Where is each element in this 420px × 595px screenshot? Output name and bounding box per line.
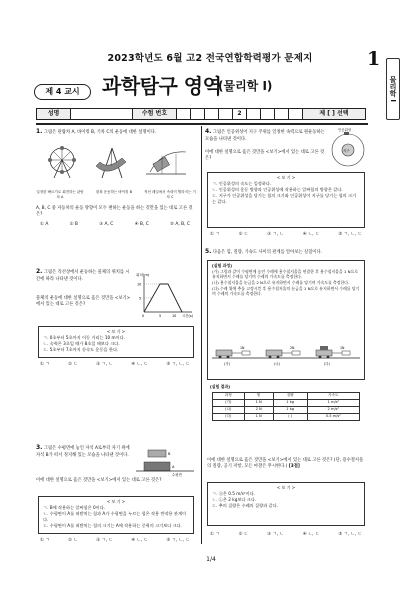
graph-ytick: 5 — [139, 296, 142, 301]
column-divider — [201, 126, 202, 544]
exam-number-box-1[interactable] — [177, 109, 191, 119]
choice-3[interactable]: ③ ㄱ, ㄴ — [267, 232, 284, 237]
choice-2[interactable]: ② ㄷ — [238, 532, 249, 537]
table-cell: ( ) — [273, 414, 307, 421]
cart-experiment-figure — [210, 340, 362, 368]
viking-ship-figure — [96, 148, 126, 178]
exam-number-label: 수험 번호 — [133, 109, 177, 119]
choice-3[interactable]: ③ A, C — [99, 222, 114, 227]
page-number: 1 — [367, 48, 381, 70]
question-5 — [205, 248, 367, 257]
box-item: ㄷ. 5초부터 7초까지 등속도 운동을 한다. — [43, 346, 119, 352]
question-stem: 그림은 수평면에 놓인 자석 A로부터 자기 위에 자석 B가 떠서 정지해 있는 모습을 나타낸 것이다. — [36, 446, 130, 458]
table-cell: 2 m/s² — [307, 407, 359, 414]
exam-header-title: 2023학년도 6월 고2 전국연합학력평가 문제지 — [107, 53, 313, 64]
question-1-captions — [36, 190, 196, 200]
question-number: 4. — [205, 128, 212, 135]
question-3-box — [38, 496, 194, 534]
graph-xtick: 0 — [142, 314, 145, 318]
question-2-choices — [40, 362, 190, 368]
label-a: (가) — [224, 362, 230, 366]
label-a: A — [172, 465, 175, 469]
table-cell: 1 N — [244, 400, 273, 407]
box-item: ㄱ. B에 작용하는 알짜힘은 0이다. — [43, 504, 106, 510]
box-item: ㄷ. 추의 질량은 수레의 질량과 같다. — [212, 502, 278, 508]
choice-4[interactable]: ④ ㄴ, ㄷ — [131, 362, 148, 367]
box-item: ㄱ. 인공위성의 속도는 일정하다. — [212, 180, 272, 186]
question-1 — [36, 128, 196, 137]
question-stem-2: A, B, C 중 자동차의 운동 방향이 모두 변하는 운동을 하는 것만을 있는 대로 고른 것은? — [36, 206, 193, 218]
period-badge: 제 4 교시 — [34, 84, 91, 100]
table-cell: (가) — [213, 400, 245, 407]
box-item: ㄴ. 수평면이 A를 떠받치는 힘과 A가 수평면을 누르는 힘은 작용 반작용 관계이다. — [43, 510, 187, 522]
choice-3[interactable]: ③ ㄱ, ㄴ — [267, 532, 284, 537]
name-label: 성명 — [37, 109, 71, 119]
header-rule — [36, 123, 368, 125]
exam-number-box-2[interactable] — [191, 109, 205, 119]
question-4-choices — [210, 232, 362, 238]
box-item: ㄴ. 인공위성의 운동 방향과 인공위성에 작용하는 알짜힘의 방향은 같다. — [212, 186, 343, 192]
choice-5[interactable]: ⑤ A, B, C — [169, 222, 190, 227]
candidate-info-bar — [36, 108, 366, 120]
selection-label: 제 [ ] 선택 — [303, 109, 365, 119]
choice-1[interactable]: ① ㄱ — [210, 532, 220, 537]
choice-5[interactable]: ⑤ ㄱ, ㄴ, ㄷ — [338, 532, 362, 537]
choice-2[interactable]: ② ㄴ — [68, 538, 78, 543]
choice-4[interactable]: ④ ㄴ, ㄷ — [302, 232, 320, 237]
choice-1[interactable]: ① ㄱ — [40, 538, 50, 543]
question-stem-2: 물체의 운동에 대한 설명으로 옳은 것만을 <보기>에서 있는 대로 고른 것은? — [36, 296, 131, 308]
exam-number-box-7[interactable] — [275, 109, 289, 119]
table-cell: 1 N — [244, 414, 273, 421]
question-3 — [36, 444, 132, 459]
question-1-choices — [40, 222, 190, 228]
box-title: < 보 기 > — [106, 499, 126, 504]
label-c: (다) — [324, 362, 330, 366]
question-stem-text: 이에 대한 설명으로 옳은 것만을 <보기>에서 있는 대로 고른 것은? (단, 용수철저울의 질량, 공기 저항, 모든 마찰은 무시한다.) — [207, 458, 364, 470]
question-3-choices — [40, 538, 190, 544]
table-cell: 1 kg — [273, 400, 307, 407]
result-table — [212, 392, 360, 421]
question-number: 1. — [36, 128, 43, 135]
score-label: [3점] — [288, 464, 300, 470]
box-item: ㄴ. 속력은 3초일 때가 8초일 때보다 크다. — [43, 340, 120, 346]
force-label: 1N — [340, 346, 345, 350]
box-item: ㄱ. ⓐ은 0.5 m/s²이다. — [212, 490, 256, 496]
choice-2[interactable]: ② B — [69, 222, 78, 227]
choice-3[interactable]: ③ ㄱ, ㄴ — [96, 362, 113, 367]
table-cell: 1 m/s² — [307, 400, 359, 407]
force-label: 1N — [240, 346, 245, 350]
magnet-figure — [134, 444, 198, 478]
choice-2[interactable]: ② ㄷ — [238, 232, 249, 237]
process-step: (가) 그림과 같이 수평면에 놓인 수레에 용수철저울을 연결한 후 용수철저울을 1 N으로 유지하면서 수레를 당기며 수레의 가속도를 측정한다. — [212, 268, 359, 280]
box-item: ㄷ. 수평면이 A를 떠받치는 힘의 크기는 A에 작용하는 중력의 크기보다 크다. — [43, 523, 183, 529]
label-b: B — [168, 452, 171, 456]
force-label: 2N — [290, 346, 295, 350]
exam-number-box-5[interactable] — [247, 109, 261, 119]
exam-number-box-4[interactable] — [219, 109, 233, 119]
question-stem: 그림은 관람차 A, 바이킹 B, 기차 C의 운동에 대한 설명이다. — [43, 130, 157, 135]
table-header: 과정 — [213, 393, 245, 400]
table-cell: (나) — [213, 407, 245, 414]
graph-xtick: 10 — [172, 314, 177, 318]
box-item: ㄴ. ㉡은 2 kg보다 크다. — [212, 496, 257, 502]
box-item: ㄷ. 지구가 인공위성을 당기는 힘의 크기와 인공위성이 지구를 당기는 힘의 크기는 같다. — [212, 192, 357, 205]
subject-subtitle: (물리학 I) — [218, 79, 273, 93]
choice-2[interactable]: ② ㄷ — [68, 362, 78, 367]
graph-ytick: 10 — [137, 282, 142, 287]
box-title: < 보 기 > — [276, 175, 296, 180]
process-title: [실험 과정] — [212, 263, 232, 268]
question-5-box — [207, 482, 365, 526]
label-satellite: 인공위성 — [338, 128, 352, 132]
question-stem-2 — [207, 458, 367, 470]
caption-train: 직선 레일에서 속력이 빨라지는 기차 C — [144, 190, 196, 200]
question-stem-2: 이에 대한 설명으로 옳은 것만을 <보기>에서 있는 대로 고른 것은? — [36, 478, 162, 483]
question-1-figure — [36, 144, 196, 190]
question-2-box — [38, 326, 194, 358]
question-stem: 다음은 힘, 질량, 가속도 사이의 관계를 알아보는 실험이다. — [212, 250, 322, 255]
choice-1[interactable]: ① ㄱ — [40, 362, 50, 367]
choice-3[interactable]: ③ ㄱ, ㄷ — [96, 538, 113, 543]
table-cell: 0.5 m/s² — [307, 414, 359, 421]
exam-number-box-3[interactable] — [205, 109, 219, 119]
box-title: < 보 기 > — [276, 485, 296, 490]
process-step: (다) 수레 위에 추를 고정시킨 후 용수철저울의 눈금을 1 N으로 유지하면서 수레를 당기며 수레의 가속도를 측정한다. — [212, 285, 360, 297]
label-floor: 수평면 — [172, 473, 182, 477]
table-header: 질량 — [273, 393, 307, 400]
choice-5[interactable]: ⑤ ㄱ, ㄴ, ㄷ — [166, 362, 190, 367]
ferris-wheel-figure — [48, 146, 76, 178]
table-header: 가속도 — [307, 393, 359, 400]
choice-5[interactable]: ⑤ ㄱ, ㄴ, ㄷ — [166, 538, 190, 543]
box-title: < 보 기 > — [106, 329, 126, 334]
choice-5[interactable]: ⑤ ㄱ, ㄴ, ㄷ — [338, 232, 362, 237]
table-cell: 1 kg — [273, 407, 307, 414]
exam-number-box-8[interactable] — [289, 109, 303, 119]
exam-number-box-6[interactable] — [261, 109, 275, 119]
question-stem-2: 이에 대한 설명으로 옳은 것만을 <보기>에서 있는 대로 고른 것은? — [205, 150, 325, 162]
process-step: (나) 용수철저울을 눈금을 2 N으로 유지하면서 수레를 당기며 가속도를 측정한다. — [212, 279, 350, 285]
satellite-orbit-figure — [326, 126, 372, 168]
graph-xtick: 5 — [159, 314, 162, 318]
caption-ferris-wheel: 일정한 빠르기로 회전하는 관람차 A — [36, 190, 84, 200]
question-number: 2. — [36, 268, 43, 275]
question-number: 5. — [205, 248, 212, 255]
question-stem: 그림은 인공위성이 지구 주위를 일정한 속력으로 원운동하는 모습을 나타낸 것이다. — [205, 130, 325, 142]
choice-1[interactable]: ① ㄱ — [210, 232, 220, 237]
question-stem: 그림은 직선상에서 운동하는 물체의 위치를 시간에 따라 나타낸 것이다. — [36, 270, 130, 282]
footer-page-mark: 1/4 — [206, 556, 216, 563]
choice-4[interactable]: ④ ㄴ, ㄷ — [131, 538, 148, 543]
caption-viking: 왕복 운동하는 바이킹 B — [95, 190, 133, 194]
choice-1[interactable]: ① A — [40, 222, 49, 227]
question-4 — [205, 128, 325, 143]
question-number: 3. — [36, 444, 43, 451]
table-row — [213, 414, 360, 421]
table-header-row — [213, 393, 360, 400]
result-title: [실험 결과] — [210, 384, 230, 389]
choice-4[interactable]: ④ B, C — [134, 222, 149, 227]
train-figure — [146, 152, 186, 174]
table-cell: 2 N — [244, 407, 273, 414]
table-row — [213, 407, 360, 414]
question-2 — [36, 268, 132, 283]
subject-title: 과학탐구 영역 — [102, 74, 222, 98]
question-4-box — [207, 172, 365, 228]
label-earth: 지구 — [343, 149, 350, 153]
choice-4[interactable]: ④ ㄴ, ㄷ — [302, 532, 320, 537]
box-item: ㄱ. 0초부터 5초까지 이동 거리는 10 m이다. — [43, 334, 126, 340]
exam-number-digit: 2 — [233, 109, 247, 119]
label-b: (나) — [274, 362, 280, 366]
position-time-graph — [134, 270, 198, 320]
table-row — [213, 400, 360, 407]
table-cell: (다) — [213, 414, 245, 421]
graph-xlabel: 시간(s) — [182, 314, 193, 318]
name-field[interactable] — [71, 109, 133, 119]
graph-ylabel: 위치(m) — [136, 273, 150, 277]
subject-side-tab: 물리학 I — [386, 58, 400, 120]
table-header: 힘 — [244, 393, 273, 400]
question-5-choices — [210, 532, 362, 538]
